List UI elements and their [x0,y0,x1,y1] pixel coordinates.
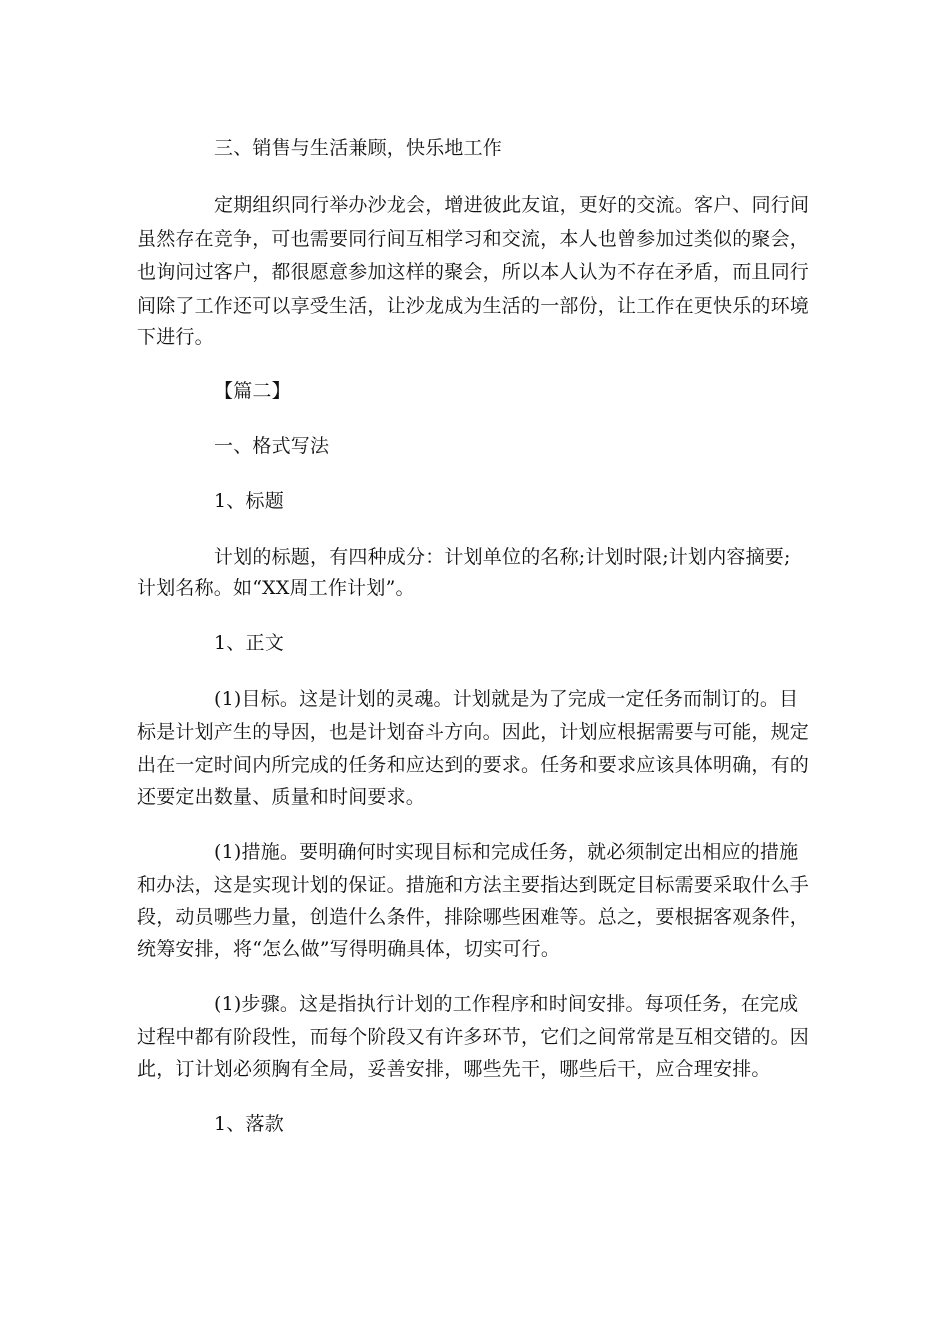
section-three-heading: 三、销售与生活兼顾，快乐地工作 [214,137,503,159]
paragraph-line: 下进行。 [137,326,214,348]
paragraph-line: 间除了工作还可以享受生活，让沙龙成为生活的一部份，让工作在更快乐的环境 [137,295,810,317]
paragraph-line: 计划的标题，有四种成分：计划单位的名称;计划时限;计划内容摘要; [214,546,791,568]
paragraph-line: 还要定出数量、质量和时间要求。 [137,786,426,808]
paragraph-line: 段，动员哪些力量，创造什么条件，排除哪些困难等。总之，要根据客观条件， [137,906,810,928]
paragraph-line: 计划名称。如“XX周工作计划”。 [137,577,415,599]
paragraph-line: 出在一定时间内所完成的任务和应达到的要求。任务和要求应该具体明确，有的 [137,754,810,776]
paragraph-line: 此，订计划必须胸有全局，妥善安排，哪些先干，哪些后干，应合理安排。 [137,1058,771,1080]
paragraph-line: 标是计划产生的导因，也是计划奋斗方向。因此，计划应根据需要与可能，规定 [137,721,810,743]
paragraph-line: 和办法，这是实现计划的保证。措施和方法主要指达到既定目标需要采取什么手 [137,874,810,896]
paragraph-line: 过程中都有阶段性，而每个阶段又有许多环节，它们之间常常是互相交错的。因 [137,1026,810,1048]
body-heading: 1、正文 [214,632,284,654]
part-two-marker: 【篇二】 [214,380,291,402]
format-heading: 一、格式写法 [214,435,330,457]
title-heading: 1、标题 [214,490,284,512]
paragraph-line: (1)措施。要明确何时实现目标和完成任务，就必须制定出相应的措施 [214,841,799,863]
paragraph-line: 定期组织同行举办沙龙会，增进彼此友谊，更好的交流。客户、同行间 [214,194,810,216]
paragraph-line: 统筹安排，将“怎么做”写得明确具体，切实可行。 [137,938,561,960]
paragraph-line: (1)步骤。这是指执行计划的工作程序和时间安排。每项任务，在完成 [214,993,799,1015]
paragraph-line: (1)目标。这是计划的灵魂。计划就是为了完成一定任务而制订的。目 [214,688,799,710]
signature-heading: 1、落款 [214,1113,284,1135]
paragraph-line: 也询问过客户，都很愿意参加这样的聚会，所以本人认为不存在矛盾，而且同行 [137,261,810,283]
paragraph-line: 虽然存在竞争，可也需要同行间互相学习和交流，本人也曾参加过类似的聚会， [137,228,810,250]
